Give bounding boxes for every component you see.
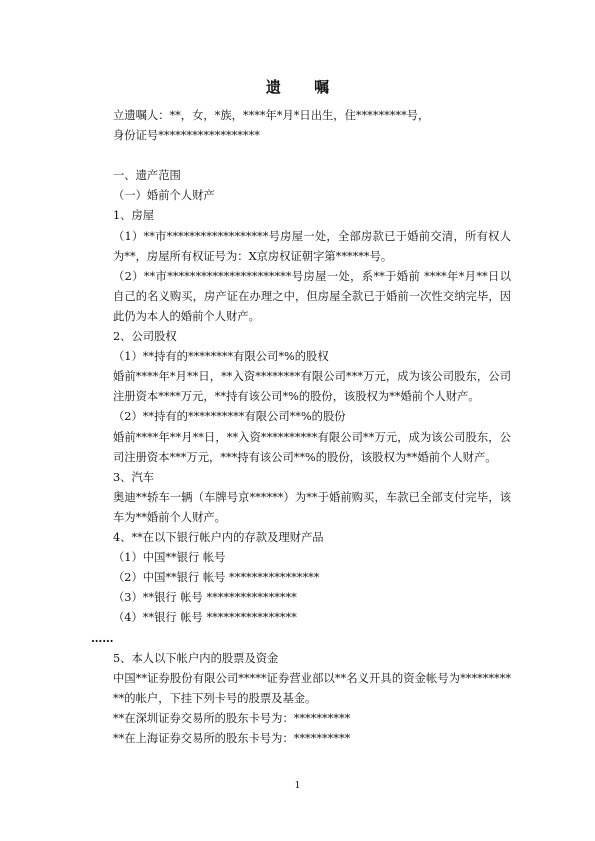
page-number: 1 [294, 781, 301, 791]
id-number-line: 身份证号****************** [113, 129, 260, 143]
car-body: 奥迪**轿车一辆（车牌号京******）为**于婚前购买，车款已全部支付完毕，该车为**婚前个人财产。 [113, 490, 511, 524]
subsection-heading: （一）婚前个人财产 [113, 189, 215, 203]
document-title: 遗 嘱 [265, 78, 344, 96]
equity-item-2-title: （2）**持有的**********有限公司**%的股份 [113, 410, 346, 424]
stocks-body: 中国**证券股份有限公司*****证券营业部以**名义开具的资金帐号为***********的帐户，下挂下列卡号的股票及基金。 [113, 671, 511, 705]
section-heading: 一、遗产范围 [113, 169, 181, 183]
equity-heading: 2、公司股权 [113, 330, 177, 344]
car-heading: 3、汽车 [113, 470, 155, 484]
shanghai-shareholder-card: **在上海证券交易所的股东卡号为：********** [113, 731, 351, 745]
testator-intro-line: 立遗嘱人：**，女，*族，****年*月*日出生，住*********号， [113, 109, 430, 122]
document-body [91, 106, 511, 749]
house-heading: 1、房屋 [113, 209, 155, 223]
bank-account-item: （1）中国**银行 帐号 [113, 551, 226, 565]
equity-item-2-body: 婚前****年**月**日，**入资**********有限公司**万元，成为该公司股东，公司注册资本***万元，***持有该公司**%的股份，该股权为**婚前个人财产。 [113, 430, 511, 464]
ellipsis: …… [91, 631, 114, 646]
equity-item-1-body: 婚前****年*月**日，**入资********有限公司***万元，成为该公司股东，公司注册资本****万元，**持有该公司*%的股份，该股权为**婚前个人财产。 [113, 370, 511, 404]
bank-account-item: （4）**银行 帐号 **************** [113, 611, 297, 625]
blank-line [91, 146, 511, 166]
house-item-1: （1）**市******************号房屋一处，全部房款已于婚前交清，所有权人为**，房屋所有权证号为：X京房权证朝字第******号。 [113, 229, 511, 263]
bank-account-item: （3）**银行 帐号 **************** [113, 591, 297, 605]
stocks-heading: 5、本人以下帐户内的股票及资金 [113, 651, 279, 665]
shenzhen-shareholder-card: **在深圳证券交易所的股东卡号为：********** [113, 711, 351, 725]
house-item-2: （2）**市**********************号房屋一处，系**于婚前 ****年*月**日以自己的名义购买，房产证在办理之中，但房屋全款已于婚前一次性交纳完毕，因此仍为本人的婚前个人财产。 [113, 269, 511, 323]
bank-heading: 4、**在以下银行帐户内的存款及理财产品 [113, 530, 324, 544]
bank-account-item: （2）中国**银行 帐号 **************** [113, 571, 320, 585]
equity-item-1-title: （1）**持有的********有限公司*%的股权 [113, 350, 329, 364]
